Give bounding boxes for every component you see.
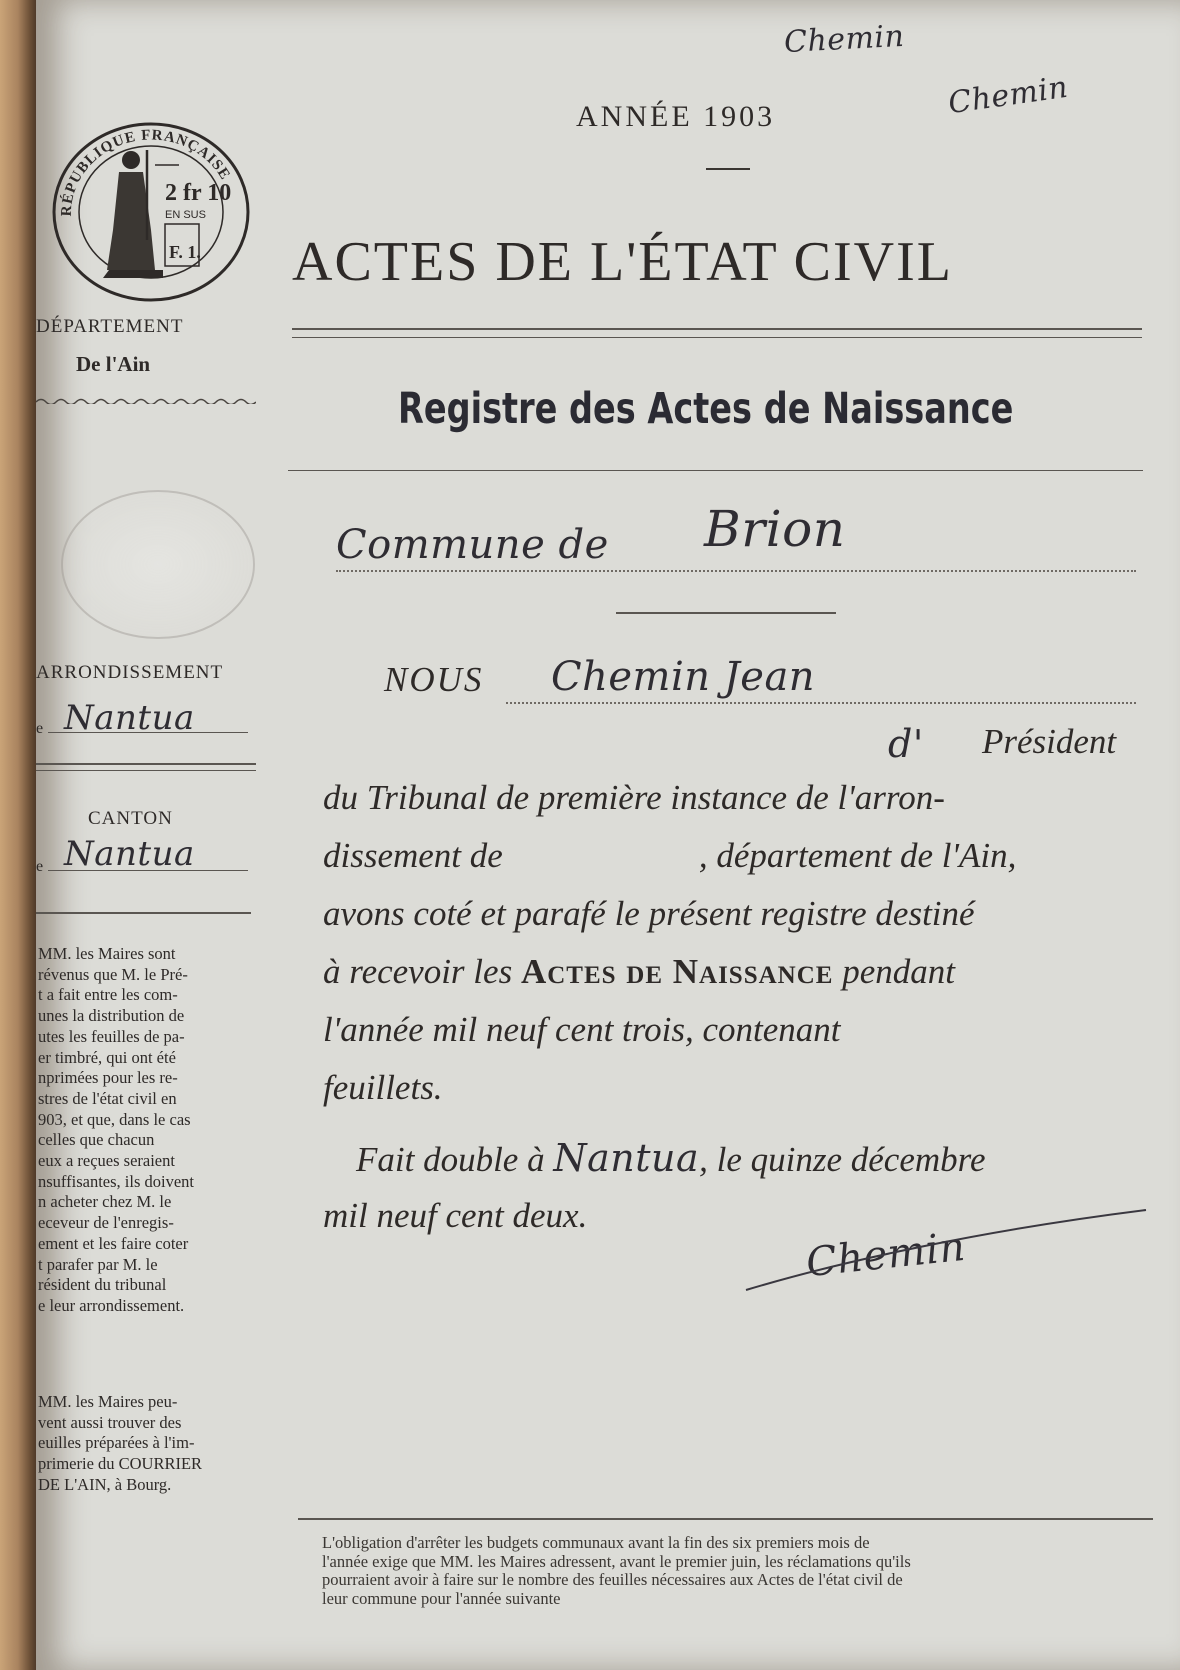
note-line: résident du tribunal	[38, 1275, 167, 1295]
body-line-2-end: , département de l'Ain,	[698, 836, 1017, 875]
body-line-7-end: , le quinze décembre	[699, 1140, 986, 1179]
note-line: t parafer par M. le	[38, 1254, 158, 1274]
page-title: ACTES DE L'ÉTAT CIVIL	[292, 231, 953, 293]
note-line: MM. les Maires sont	[38, 944, 176, 963]
margin-note-printer	[38, 1392, 250, 1496]
canton-value: Nantua	[64, 834, 195, 874]
footnote-line: L'obligation d'arrêter les budgets communaux avant la fin des six premiers mois de	[322, 1533, 870, 1552]
register-rule	[288, 470, 1143, 471]
department-value: De l'Ain	[76, 352, 151, 376]
canton-underline	[48, 870, 248, 871]
note-line: primerie du COURRIER	[38, 1454, 203, 1474]
footnote-line: leur commune pour l'année suivante	[322, 1588, 561, 1608]
nous-label: NOUS	[384, 660, 484, 699]
seal-en-sus: EN SUS	[165, 209, 206, 221]
top-signature-2: Chemin	[946, 69, 1071, 122]
register-page	[36, 0, 1180, 1670]
acts-of-birth-label: Actes de Naissance	[520, 952, 834, 991]
body-line-7	[356, 1136, 1180, 1180]
arrondissement-value: Nantua	[64, 698, 195, 738]
title-value: Président	[982, 722, 1117, 761]
note-line: t a fait entre les com-	[38, 985, 178, 1005]
title-rule-2	[292, 337, 1142, 338]
canton-prefix: e	[36, 858, 44, 875]
department-label: DÉPARTEMENT	[36, 316, 184, 337]
body-line-2-start: dissement de	[323, 836, 503, 875]
note-line: euilles préparées à l'im-	[38, 1433, 195, 1453]
body-line-8: mil neuf cent deux.	[323, 1196, 588, 1235]
commune-underline	[336, 570, 1136, 572]
note-line: DE L'AIN, à Bourg.	[38, 1474, 172, 1494]
note-line: nprimées pour les re-	[38, 1068, 178, 1088]
margin-divider-3	[36, 912, 251, 914]
body-line-2	[323, 836, 1180, 876]
body-line-5: l'année mil neuf cent trois, contenant	[323, 1010, 841, 1049]
body-line-4-start: à recevoir les	[323, 952, 513, 991]
register-title: Registre des Actes de Naissance	[398, 384, 1014, 434]
note-line: nsuffisantes, ils doivent	[38, 1171, 194, 1191]
book-spine	[0, 0, 40, 1670]
body-line-1: du Tribunal de première instance de l'arron-	[323, 778, 945, 817]
arrondissement-underline	[48, 732, 248, 733]
embossed-seal	[61, 490, 255, 639]
stamp-seal	[51, 120, 251, 305]
note-line: er timbré, qui ont été	[38, 1047, 176, 1067]
nous-value: Chemin Jean	[551, 654, 816, 700]
commune-value: Brion	[704, 500, 846, 558]
arrondissement-prefix: e	[36, 720, 44, 737]
seal-letters: F. 1.	[169, 242, 201, 262]
ornament-divider-2	[616, 612, 836, 614]
footnote	[322, 1534, 1152, 1608]
margin-note-supplies	[38, 944, 250, 1317]
seal-emblem-icon	[51, 120, 251, 305]
ornament-divider	[706, 168, 750, 170]
margin-divider-1	[36, 763, 256, 765]
body-line-3: avons coté et parafé le présent registre destiné	[323, 894, 975, 933]
note-line: 903, et que, dans le cas	[38, 1109, 191, 1129]
note-line: ement et les faire coter	[38, 1233, 189, 1253]
arrondissement-label: ARRONDISSEMENT	[36, 662, 224, 683]
footnote-line: pourraient avoir à faire sur le nombre des feuilles nécessaires aux Actes de l'état civil de	[322, 1570, 903, 1589]
note-line: celles que chacun	[38, 1130, 155, 1150]
done-at-place: Nantua	[553, 1136, 700, 1180]
note-line: eux a reçues seraient	[38, 1151, 175, 1171]
body-line-6: feuillets.	[323, 1068, 443, 1107]
footnote-rule	[298, 1518, 1153, 1520]
note-line: unes la distribution de	[38, 1006, 185, 1026]
note-line: vent aussi trouver des	[38, 1412, 182, 1432]
footnote-line: l'année exige que MM. les Maires adressent, avant le premier juin, les réclamations qu'ils	[322, 1551, 911, 1571]
body-line-4-end: pendant	[842, 952, 955, 991]
seal-price: 2 fr 10	[165, 180, 232, 206]
top-signature: Chemin	[783, 18, 906, 61]
signature-flourish-icon	[726, 1200, 1166, 1310]
body-line-7-start: Fait double à	[356, 1140, 545, 1179]
margin-divider-2	[36, 770, 256, 771]
note-line: MM. les Maires peu-	[38, 1392, 178, 1411]
nous-underline	[506, 702, 1136, 704]
president-signature: Chemin	[804, 1223, 968, 1287]
note-line: révenus que M. le Pré-	[38, 964, 188, 984]
canton-label: CANTON	[88, 808, 173, 829]
wavy-divider	[36, 394, 256, 404]
note-line: e leur arrondissement.	[38, 1295, 185, 1315]
note-line: stres de l'état civil en	[38, 1088, 177, 1108]
title-rule-1	[292, 328, 1142, 330]
year-heading: ANNÉE 1903	[576, 100, 776, 133]
note-line: eceveur de l'enregis-	[38, 1213, 174, 1233]
title-prefix: d'	[888, 722, 924, 766]
note-line: utes les feuilles de pa-	[38, 1026, 185, 1046]
body-line-4	[323, 952, 1180, 992]
note-line: n acheter chez M. le	[38, 1192, 172, 1212]
commune-label: Commune de	[336, 522, 609, 568]
seal-ring-text: RÉPUBLIQUE FRANÇAISE	[58, 127, 234, 217]
